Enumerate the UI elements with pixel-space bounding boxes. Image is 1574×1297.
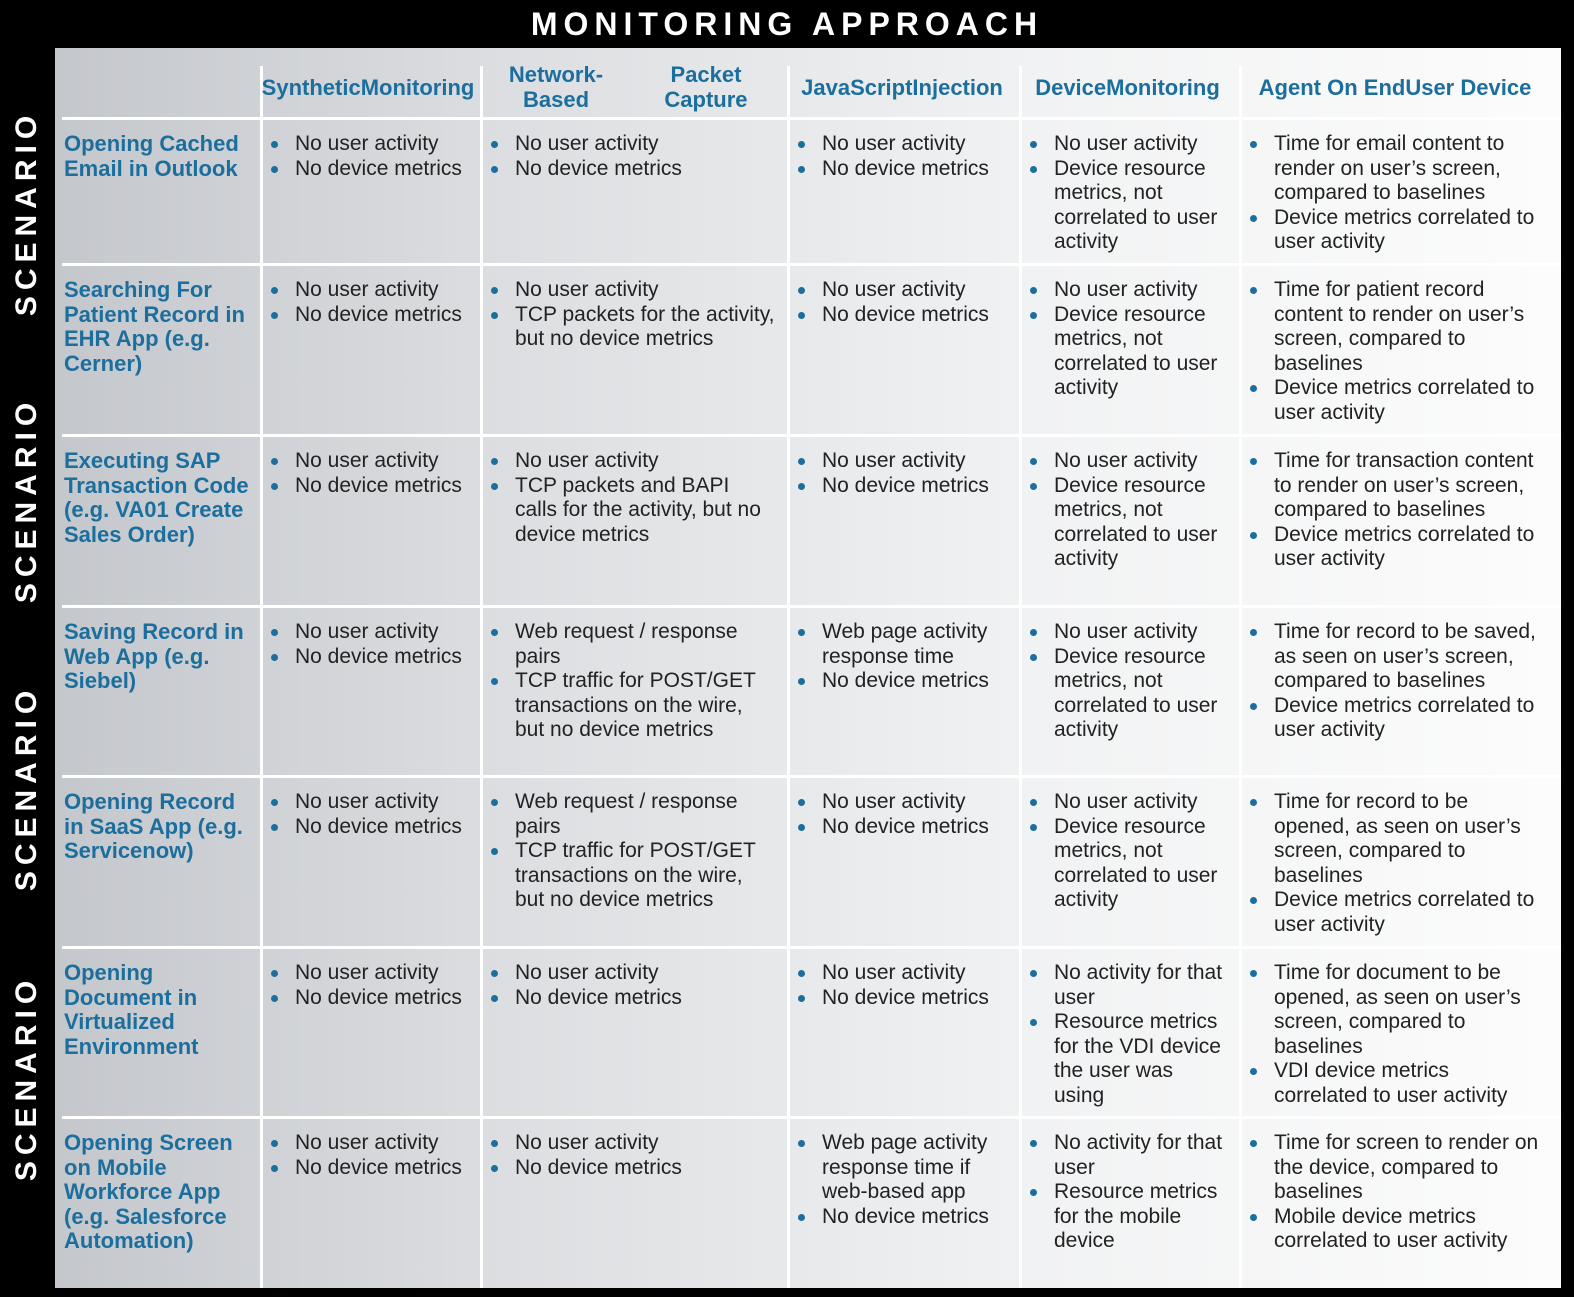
bullet-item: No device metrics [269, 157, 469, 182]
scenario-side-label-text: SCENARIO [10, 974, 44, 1182]
table-cell [1248, 132, 1544, 255]
bullet-list [796, 278, 1010, 327]
bullet-list [269, 449, 469, 498]
bullet-item: No user activity [489, 961, 775, 986]
bullet-list [1248, 620, 1544, 743]
column-header-line: Device [1035, 74, 1107, 100]
table-cell [489, 961, 775, 1010]
bullet-list [489, 449, 775, 547]
bullet-list [796, 961, 1010, 1010]
bullet-item: Time for email content to render on user’s screen, compared to baselines [1248, 132, 1544, 206]
bullet-list [1028, 961, 1229, 1108]
column-header-line: Packet Capture [664, 62, 748, 112]
bullet-item: Resource metrics for the mobile device [1028, 1180, 1229, 1254]
table-cell [1028, 961, 1229, 1108]
table-cell [1028, 620, 1229, 743]
bullet-item: Device resource metrics, not correlated to user activity [1028, 303, 1229, 401]
column-divider [260, 66, 263, 1288]
scenario-label: Executing SAP Transaction Code (e.g. VA01 Create Sales Order) [64, 448, 249, 547]
bullet-list [796, 620, 1010, 694]
bullet-item: No user activity [796, 449, 1010, 474]
bullet-item: No user activity [489, 132, 775, 157]
table-cell [489, 278, 775, 352]
row-divider [62, 1116, 1561, 1119]
table-cell [1248, 449, 1544, 572]
column-header-line: Network-Based [508, 62, 604, 112]
table-cell [489, 449, 775, 547]
table-cell [489, 1131, 775, 1180]
bullet-item: Time for document to be opened, as seen on user’s screen, compared to baselines [1248, 961, 1544, 1059]
column-divider [480, 66, 483, 1288]
scenario-side-label-text: SCENARIO [10, 396, 44, 604]
column-header [1240, 58, 1550, 116]
bullet-item: TCP traffic for POST/GET transactions on the wire, but no device metrics [489, 669, 775, 743]
table-cell [1248, 961, 1544, 1108]
bullet-item: Device metrics correlated to user activity [1248, 888, 1544, 937]
bullet-item: No activity for that user [1028, 961, 1229, 1010]
bullet-list [796, 449, 1010, 498]
bullet-list [1248, 1131, 1544, 1254]
bullet-list [489, 1131, 775, 1180]
bullet-list [489, 790, 775, 913]
bullet-item: No device metrics [489, 1156, 775, 1181]
bullet-item: No user activity [1028, 790, 1229, 815]
scenario-label: Opening Record in SaaS App (e.g. Servicenow) [64, 789, 243, 863]
bullet-item: No device metrics [269, 986, 469, 1011]
bullet-list [1028, 449, 1229, 572]
bullet-list [796, 790, 1010, 839]
column-header-line: Monitoring [1106, 74, 1220, 100]
table-cell [269, 790, 469, 839]
scenario-side-label [0, 370, 55, 630]
table-cell [269, 961, 469, 1010]
bullet-item: No activity for that user [1028, 1131, 1229, 1180]
bullet-list [489, 961, 775, 1010]
scenario-side-label [0, 948, 55, 1208]
table-cell [269, 449, 469, 498]
bullet-item: No user activity [796, 132, 1010, 157]
table-cell [1028, 132, 1229, 255]
column-header-line: Monitoring [360, 74, 475, 100]
bullet-list [269, 278, 469, 327]
bullet-list [1248, 790, 1544, 937]
bullet-item: No user activity [796, 790, 1010, 815]
table-cell [489, 132, 775, 181]
column-header-line: Agent On End [1258, 74, 1406, 100]
row-divider [62, 775, 1561, 778]
column-header [261, 58, 475, 116]
bullet-item: Mobile device metrics correlated to user activity [1248, 1205, 1544, 1254]
table-cell [1028, 449, 1229, 572]
scenario-side-label-text: SCENARIO [10, 109, 44, 317]
bullet-list [269, 1131, 469, 1180]
bullet-item: Time for record to be opened, as seen on user’s screen, compared to baselines [1248, 790, 1544, 888]
bullet-item: No device metrics [269, 1156, 469, 1181]
bullet-item: VDI device metrics correlated to user activity [1248, 1059, 1544, 1108]
column-header [481, 58, 781, 116]
bullet-item: Resource metrics for the VDI device the user was using [1028, 1010, 1229, 1108]
bullet-item: Device resource metrics, not correlated to user activity [1028, 815, 1229, 913]
table-cell [1028, 278, 1229, 401]
bullet-item: No user activity [1028, 278, 1229, 303]
table-cell [796, 961, 1010, 1010]
row-divider [62, 263, 1561, 266]
bullet-item: No device metrics [796, 815, 1010, 840]
bullet-item: No device metrics [796, 157, 1010, 182]
bullet-item: No device metrics [269, 303, 469, 328]
bullet-item: No device metrics [796, 474, 1010, 499]
bullet-item: Device resource metrics, not correlated to user activity [1028, 645, 1229, 743]
row-divider [62, 117, 1561, 120]
table-cell [269, 132, 469, 181]
scenario-label: Opening Document in Virtualized Environment [64, 960, 199, 1059]
column-header-line: JavaScript [801, 74, 913, 100]
bullet-item: No user activity [269, 278, 469, 303]
bullet-item: No user activity [796, 278, 1010, 303]
bullet-item: Device metrics correlated to user activity [1248, 376, 1544, 425]
column-header [788, 58, 1016, 116]
table-cell [796, 790, 1010, 839]
bullet-item: Web page activity response time [796, 620, 1010, 669]
bullet-list [1028, 132, 1229, 255]
table-cell [1248, 278, 1544, 425]
bullet-item: TCP packets and BAPI calls for the activity, but no device metrics [489, 474, 775, 548]
scenario-side-label-text: SCENARIO [10, 684, 44, 892]
table-cell [796, 278, 1010, 327]
bullet-item: No user activity [269, 961, 469, 986]
bullet-list [269, 132, 469, 181]
bullet-list [1028, 278, 1229, 401]
bullet-item: No user activity [269, 449, 469, 474]
scenario-side-label [0, 658, 55, 918]
bullet-item: Device resource metrics, not correlated to user activity [1028, 474, 1229, 572]
bullet-item: TCP traffic for POST/GET transactions on the wire, but no device metrics [489, 839, 775, 913]
row-divider [62, 434, 1561, 437]
bullet-list [1248, 132, 1544, 255]
bullet-item: No user activity [489, 449, 775, 474]
bullet-item: No device metrics [796, 303, 1010, 328]
page-title: MONITORING APPROACH [530, 5, 1044, 42]
bullet-item: No user activity [796, 961, 1010, 986]
table-cell [489, 620, 775, 743]
bullet-item: No device metrics [489, 986, 775, 1011]
bullet-item: Time for screen to render on the device, compared to baselines [1248, 1131, 1544, 1205]
bullet-item: Time for record to be saved, as seen on user’s screen, compared to baselines [1248, 620, 1544, 694]
bullet-list [269, 620, 469, 669]
bullet-item: Time for transaction content to render on user’s screen, compared to baselines [1248, 449, 1544, 523]
bullet-item: No user activity [489, 278, 775, 303]
column-divider [1239, 66, 1242, 1288]
bullet-item: No user activity [269, 132, 469, 157]
table-cell [269, 620, 469, 669]
table-cell [1248, 790, 1544, 937]
bullet-list [796, 132, 1010, 181]
scenario-label: Opening Screen on Mobile Workforce App (e.g. Salesforce Automation) [64, 1130, 233, 1253]
bullet-item: No user activity [1028, 132, 1229, 157]
bullet-item: No device metrics [269, 815, 469, 840]
bullet-item: No device metrics [796, 986, 1010, 1011]
table-cell [796, 449, 1010, 498]
bullet-item: No device metrics [269, 645, 469, 670]
table-cell [1028, 790, 1229, 913]
bullet-item: Device metrics correlated to user activity [1248, 694, 1544, 743]
bullet-list [1028, 620, 1229, 743]
table-cell [489, 790, 775, 913]
bullet-item: No user activity [489, 1131, 775, 1156]
side-labels [0, 48, 55, 1288]
bullet-list [796, 1131, 1010, 1229]
bullet-item: Device resource metrics, not correlated to user activity [1028, 157, 1229, 255]
table-cell [269, 1131, 469, 1180]
bullet-item: No user activity [269, 790, 469, 815]
row-divider [62, 605, 1561, 608]
table-cell [1248, 620, 1544, 743]
column-divider [1019, 66, 1022, 1288]
bullet-item: No device metrics [489, 157, 775, 182]
bullet-item: No user activity [1028, 449, 1229, 474]
bullet-list [489, 620, 775, 743]
scenario-side-label [0, 83, 55, 343]
bullet-item: No user activity [1028, 620, 1229, 645]
table-cell [1248, 1131, 1544, 1254]
bullet-item: Device metrics correlated to user activity [1248, 523, 1544, 572]
bullet-list [269, 790, 469, 839]
column-header [1020, 58, 1235, 116]
table-cell [1028, 1131, 1229, 1254]
bullet-list [1248, 278, 1544, 425]
bullet-item: No device metrics [796, 1205, 1010, 1230]
bullet-list [1028, 790, 1229, 913]
bullet-item: Web page activity response time if web-based app [796, 1131, 1010, 1205]
bullet-list [269, 961, 469, 1010]
bullet-list [489, 132, 775, 181]
bullet-list [489, 278, 775, 352]
bullet-item: Device metrics correlated to user activity [1248, 206, 1544, 255]
column-divider [787, 66, 790, 1288]
bullet-item: No device metrics [269, 474, 469, 499]
bullet-item: Web request / response pairs [489, 790, 775, 839]
column-header-line: Synthetic [261, 74, 361, 100]
bullet-item: Web request / response pairs [489, 620, 775, 669]
table-cell [269, 278, 469, 327]
scenario-label: Searching For Patient Record in EHR App (e.g. Cerner) [64, 277, 245, 376]
comparison-table [55, 48, 1561, 1288]
table-cell [796, 620, 1010, 694]
column-header-line: User Device [1405, 74, 1532, 100]
bullet-item: No device metrics [796, 669, 1010, 694]
table-cell [796, 1131, 1010, 1229]
row-divider [62, 946, 1561, 949]
bullet-list [1248, 449, 1544, 572]
scenario-label: Opening Cached Email in Outlook [64, 131, 239, 181]
scenario-label: Saving Record in Web App (e.g. Siebel) [64, 619, 244, 693]
bullet-item: Time for patient record content to render on user’s screen, compared to baselines [1248, 278, 1544, 376]
bullet-item: No user activity [269, 620, 469, 645]
bullet-list [1248, 961, 1544, 1108]
bullet-item: No user activity [269, 1131, 469, 1156]
table-cell [796, 132, 1010, 181]
bullet-item: TCP packets for the activity, but no device metrics [489, 303, 775, 352]
column-header-line: Injection [912, 74, 1003, 100]
bullet-list [1028, 1131, 1229, 1254]
